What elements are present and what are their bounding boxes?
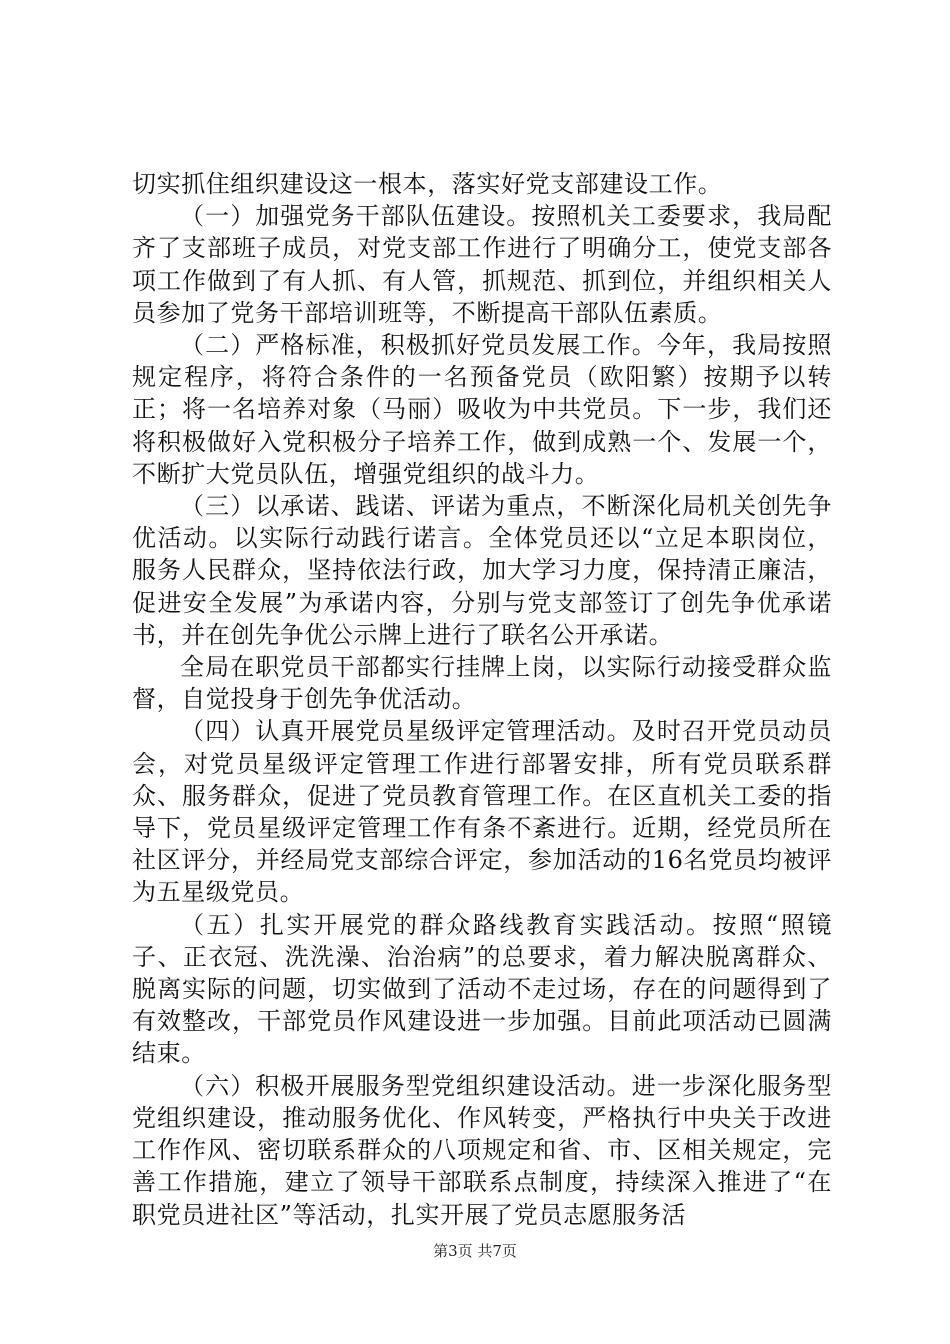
page-number-footer: 第3页 共7页	[433, 1242, 517, 1260]
paragraph-section-5: （五）扎实开展党的群众路线教育实践活动。按照“照镜子、正衣冠、洗洗澡、治治病”的总要求，着力解决脱离群众、脱离实际的问题，切实做到了活动不走过场，存在的问题得到了有效整改，干部党员作风建设进一步加强。目前此项活动已圆满结束。	[132, 910, 832, 1068]
paragraph-section-3: （三）以承诺、践诺、评诺为重点，不断深化局机关创先争优活动。以实际行动践行诺言。全体党员还以“立足本职岗位，服务人民群众，坚持依法行政，加大学习力度，保持清正廉洁，促进安全发展”为承诺内容，分别与党支部签订了创先争优承诺书，并在创先争优公示牌上进行了联名公开承诺。	[132, 492, 832, 649]
paragraph-section-6: （六）积极开展服务型党组织建设活动。进一步深化服务型党组织建设，推动服务优化、作风转变，严格执行中央关于改进工作作风、密切联系群众的八项规定和省、市、区相关规定，完善工作措施，建立了领导干部联系点制度，持续深入推进了“在职党员进社区”等活动，扎实开展了党员志愿服务活	[132, 1071, 832, 1229]
paragraph-section-4: （四）认真开展党员星级评定管理活动。及时召开党员动员会，对党员星级评定管理工作进行部署安排，所有党员联系群众、服务群众，促进了党员教育管理工作。在区直机关工委的指导下，党员星级评定管理工作有条不紊进行。近期，经党员所在社区评分，并经局党支部综合评定，参加活动的16名党员均被评为五星级党员。	[132, 717, 832, 907]
paragraph-section-2: （二）严格标准，积极抓好党员发展工作。今年，我局按照规定程序，将符合条件的一名预备党员（欧阳繁）按期予以转正；将一名培养对象（马丽）吸收为中共党员。下一步，我们还将积极做好入党积极分子培养工作，做到成熟一个、发展一个，不断扩大党员队伍，增强党组织的战斗力。	[132, 331, 832, 488]
paragraph-section-3-followup: 全局在职党员干部都实行挂牌上岗，以实际行动接受群众监督，自觉投身于创先争优活动。	[132, 653, 832, 714]
paragraph-section-1: （一）加强党务干部队伍建设。按照机关工委要求，我局配齐了支部班子成员，对党支部工作进行了明确分工，使党支部各项工作做到了有人抓、有人管，抓规范、抓到位，并组织相关人员参加了党务干部培训班等，不断提高干部队伍素质。	[132, 202, 832, 327]
document-body	[132, 168, 832, 1231]
paragraph-intro: 切实抓住组织建设这一根本，落实好党支部建设工作。	[132, 170, 723, 198]
